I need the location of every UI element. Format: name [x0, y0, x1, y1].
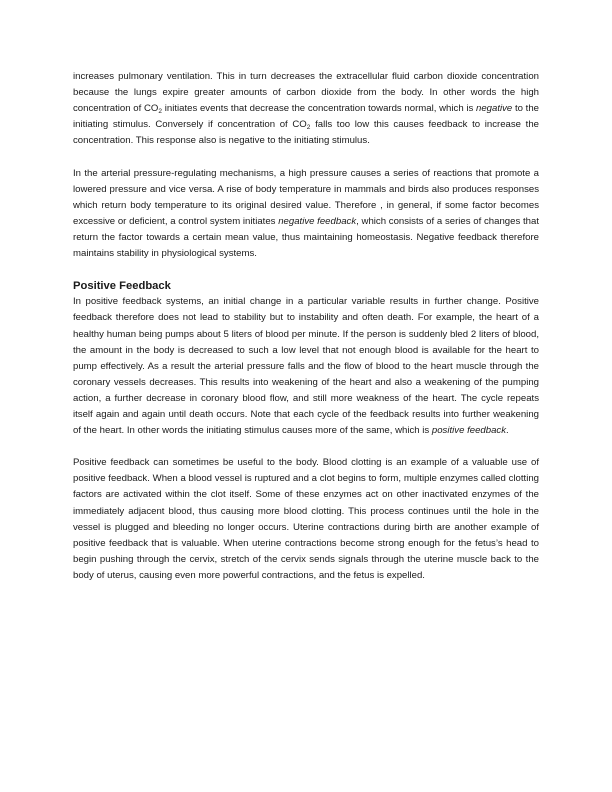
text-run: to the initiating stimulus. Conversely if concentration of CO: [73, 103, 540, 131]
paragraph-arterial-pressure: [73, 166, 539, 263]
text-run: , which consists of a series of changes that return the factor towards a certain mean value, thus maintaining homeostasis. Negative feedback therefore maintains stability in physiological systems.: [73, 215, 539, 260]
emphasis-positive-feedback: positive feedback: [431, 425, 507, 437]
paragraph-co2-negative-feedback: [73, 69, 539, 149]
text-run: .: [506, 425, 509, 437]
emphasis-negative-feedback: negative feedback: [278, 215, 357, 227]
paragraph-blood-clotting: [73, 455, 539, 584]
document-page: [73, 69, 539, 584]
subscript-2: 2: [306, 124, 311, 132]
text-run: falls too low this causes feedback to increase the concentration. This response also is negative to the initiating stimulus.: [73, 119, 539, 147]
text-run: In the arterial pressure-regulating mechanisms, a high pressure causes a series of reactions that promote a lowered pressure and vice versa. A rise of body temperature in mammals and birds also produces responses which return body temperature to its original desired value. Therefore , in general, if some factor becomes excessive or deficient, a control system initiates: [73, 167, 539, 227]
paragraph-positive-feedback-heart: [73, 294, 539, 439]
text-run: Positive feedback can sometimes be useful to the body. Blood clotting is an example of a valuable use of positive feedback. When a blood vessel is ruptured and a clot begins to form, multiple enzymes called clotting factors are activated within the clot itself. Some of these enzymes act on other inactivated enzymes of the immediately adjacent blood, thus causing more blood clotting. This process continues until the hole in the vessel is plugged and bleeding no longer occurs. Uterine contractions during birth are another example of positive feedback that is valuable. When uterine contractions become strong enough for the fetus’s head to begin pushing through the cervix, stretch of the cervix sends signals through the uterine muscle back to the body of uterus, causing even more powerful contractions, and the fetus is expelled.: [73, 457, 539, 581]
text-run: initiates events that decrease the concentration towards normal, which is: [162, 103, 476, 115]
text-run: increases pulmonary ventilation. This in turn decreases the extracellular fluid carbon dioxide concentration because the lungs expire greater amounts of carbon dioxide from the body. In other words the high concentration of CO: [73, 71, 539, 115]
section-heading-positive-feedback: Positive Feedback: [73, 280, 171, 293]
subscript-2: 2: [158, 108, 163, 116]
text-run: In positive feedback systems, an initial change in a particular variable results in further change. Positive feedback therefore does not lead to stability but to instability and often death. For example, the heart of a healthy human being pumps about 5 liters of blood per minute. If the person is suddenly bled 2 liters of blood, the amount in the body is decreased to such a low level that not enough blood is available for the heart to pump effectively. As a result the arterial pressure falls and the flow of blood to the heart muscle through the coronary vessels decreases. This results into weakening of the heart and also a weakening of the pumping action, a further decrease in coronary blood flow, and still more weakness of the heart. The cycle repeats itself again and again until death occurs. Note that each cycle of the feedback results into further weakening of the heart. In other words the initiating stimulus causes more of the same, which is: [73, 296, 539, 437]
emphasis-negative: negative: [475, 103, 513, 115]
